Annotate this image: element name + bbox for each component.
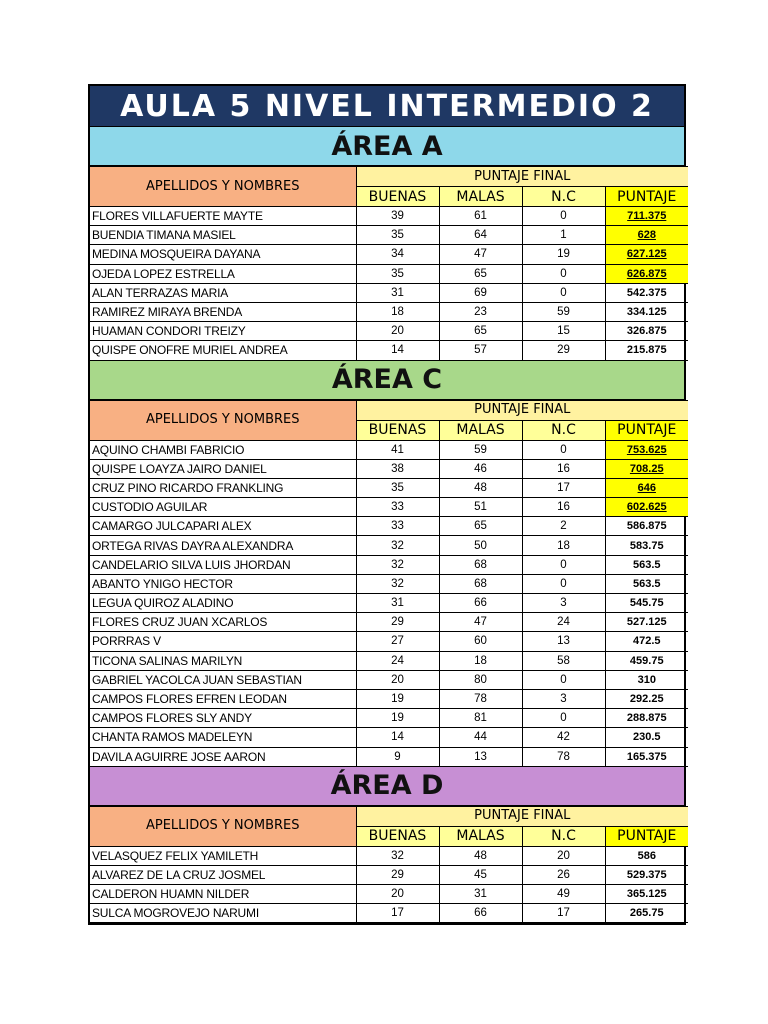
column-group-header: PUNTAJE FINAL <box>356 806 688 826</box>
table-row <box>90 632 688 651</box>
nc-value: 58 <box>522 651 605 670</box>
table-row <box>90 283 688 302</box>
puntaje-value: 326.875 <box>605 322 688 341</box>
buenas-value: 31 <box>356 594 439 613</box>
table-header-row <box>90 400 688 420</box>
column-header-nc: N.C <box>522 826 605 846</box>
nc-value: 49 <box>522 885 605 904</box>
malas-value: 69 <box>439 283 522 302</box>
buenas-value: 32 <box>356 555 439 574</box>
puntaje-value: 292.25 <box>605 689 688 708</box>
puntaje-value: 711.375 <box>605 207 688 226</box>
student-name: CUSTODIO AGUILAR <box>90 498 356 517</box>
column-header-puntaje: PUNTAJE <box>605 420 688 440</box>
scores-table <box>90 400 688 767</box>
column-header-malas: MALAS <box>439 420 522 440</box>
column-header-nc: N.C <box>522 420 605 440</box>
nc-value: 3 <box>522 594 605 613</box>
nc-value: 0 <box>522 264 605 283</box>
nc-value: 0 <box>522 709 605 728</box>
puntaje-value: 334.125 <box>605 302 688 321</box>
buenas-value: 27 <box>356 632 439 651</box>
nc-value: 13 <box>522 632 605 651</box>
malas-value: 65 <box>439 264 522 283</box>
student-name: GABRIEL YACOLCA JUAN SEBASTIAN <box>90 670 356 689</box>
student-name: SULCA MOGROVEJO NARUMI <box>90 904 356 923</box>
puntaje-value: 626.875 <box>605 264 688 283</box>
student-name: HUAMAN CONDORI TREIZY <box>90 322 356 341</box>
student-name: FLORES VILLAFUERTE MAYTE <box>90 207 356 226</box>
column-group-header: PUNTAJE FINAL <box>356 400 688 420</box>
buenas-value: 33 <box>356 498 439 517</box>
nc-value: 0 <box>522 207 605 226</box>
malas-value: 45 <box>439 865 522 884</box>
nc-value: 16 <box>522 498 605 517</box>
table-row <box>90 245 688 264</box>
nc-value: 78 <box>522 747 605 766</box>
student-name: CAMPOS FLORES SLY ANDY <box>90 709 356 728</box>
puntaje-value: 288.875 <box>605 709 688 728</box>
area-heading: ÁREA D <box>90 767 684 806</box>
nc-value: 17 <box>522 478 605 497</box>
malas-value: 65 <box>439 517 522 536</box>
table-row <box>90 459 688 478</box>
buenas-value: 20 <box>356 322 439 341</box>
puntaje-value: 586 <box>605 846 688 865</box>
table-row <box>90 594 688 613</box>
student-name: VELASQUEZ FELIX YAMILETH <box>90 846 356 865</box>
sections-container <box>90 127 684 923</box>
puntaje-value: 529.375 <box>605 865 688 884</box>
buenas-value: 9 <box>356 747 439 766</box>
malas-value: 65 <box>439 322 522 341</box>
puntaje-value: 563.5 <box>605 555 688 574</box>
puntaje-value: 627.125 <box>605 245 688 264</box>
puntaje-value: 583.75 <box>605 536 688 555</box>
buenas-value: 39 <box>356 207 439 226</box>
nc-value: 18 <box>522 536 605 555</box>
student-name: FLORES CRUZ JUAN XCARLOS <box>90 613 356 632</box>
table-row <box>90 846 688 865</box>
malas-value: 47 <box>439 245 522 264</box>
table-row <box>90 747 688 766</box>
puntaje-value: 230.5 <box>605 728 688 747</box>
nc-value: 24 <box>522 613 605 632</box>
table-row <box>90 728 688 747</box>
area-heading: ÁREA C <box>90 361 684 400</box>
malas-value: 31 <box>439 885 522 904</box>
malas-value: 80 <box>439 670 522 689</box>
malas-value: 48 <box>439 478 522 497</box>
puntaje-value: 545.75 <box>605 594 688 613</box>
student-name: BUENDIA TIMANA MASIEL <box>90 226 356 245</box>
column-header-puntaje: PUNTAJE <box>605 826 688 846</box>
table-row <box>90 498 688 517</box>
column-header-puntaje: PUNTAJE <box>605 187 688 207</box>
student-name: MEDINA MOSQUEIRA DAYANA <box>90 245 356 264</box>
student-name: QUISPE LOAYZA JAIRO DANIEL <box>90 459 356 478</box>
student-name: QUISPE ONOFRE MURIEL ANDREA <box>90 341 356 360</box>
buenas-value: 20 <box>356 670 439 689</box>
table-header-row <box>90 167 688 187</box>
table-header-row <box>90 806 688 826</box>
table-row <box>90 341 688 360</box>
column-header-buenas: BUENAS <box>356 826 439 846</box>
puntaje-value: 215.875 <box>605 341 688 360</box>
nc-value: 17 <box>522 904 605 923</box>
page-title: AULA 5 NIVEL INTERMEDIO 2 <box>90 86 684 127</box>
table-row <box>90 555 688 574</box>
malas-value: 57 <box>439 341 522 360</box>
table-row <box>90 302 688 321</box>
column-header-name: APELLIDOS Y NOMBRES <box>90 806 356 846</box>
student-name: CANDELARIO SILVA LUIS JHORDAN <box>90 555 356 574</box>
malas-value: 13 <box>439 747 522 766</box>
puntaje-value: 708.25 <box>605 459 688 478</box>
table-row <box>90 709 688 728</box>
buenas-value: 29 <box>356 613 439 632</box>
table-row <box>90 226 688 245</box>
column-header-name: APELLIDOS Y NOMBRES <box>90 400 356 440</box>
malas-value: 68 <box>439 555 522 574</box>
malas-value: 68 <box>439 574 522 593</box>
nc-value: 0 <box>522 670 605 689</box>
student-name: LEGUA QUIROZ ALADINO <box>90 594 356 613</box>
buenas-value: 17 <box>356 904 439 923</box>
column-header-malas: MALAS <box>439 187 522 207</box>
malas-value: 47 <box>439 613 522 632</box>
malas-value: 78 <box>439 689 522 708</box>
student-name: CAMARGO JULCAPARI ALEX <box>90 517 356 536</box>
malas-value: 66 <box>439 594 522 613</box>
puntaje-value: 542.375 <box>605 283 688 302</box>
malas-value: 44 <box>439 728 522 747</box>
nc-value: 16 <box>522 459 605 478</box>
nc-value: 2 <box>522 517 605 536</box>
buenas-value: 19 <box>356 709 439 728</box>
table-row <box>90 322 688 341</box>
malas-value: 46 <box>439 459 522 478</box>
table-row <box>90 885 688 904</box>
student-name: RAMIREZ MIRAYA BRENDA <box>90 302 356 321</box>
column-header-name: APELLIDOS Y NOMBRES <box>90 167 356 207</box>
nc-value: 0 <box>522 555 605 574</box>
puntaje-value: 459.75 <box>605 651 688 670</box>
malas-value: 64 <box>439 226 522 245</box>
buenas-value: 20 <box>356 885 439 904</box>
nc-value: 3 <box>522 689 605 708</box>
student-name: TICONA SALINAS MARILYN <box>90 651 356 670</box>
student-name: AQUINO CHAMBI FABRICIO <box>90 440 356 459</box>
nc-value: 26 <box>522 865 605 884</box>
nc-value: 0 <box>522 574 605 593</box>
buenas-value: 24 <box>356 651 439 670</box>
puntaje-value: 527.125 <box>605 613 688 632</box>
scores-table <box>90 166 688 361</box>
student-name: ABANTO YNIGO HECTOR <box>90 574 356 593</box>
student-name: ALAN TERRAZAS MARIA <box>90 283 356 302</box>
student-name: ALVAREZ DE LA CRUZ JOSMEL <box>90 865 356 884</box>
table-row <box>90 517 688 536</box>
nc-value: 15 <box>522 322 605 341</box>
student-name: CHANTA RAMOS MADELEYN <box>90 728 356 747</box>
puntaje-value: 753.625 <box>605 440 688 459</box>
nc-value: 0 <box>522 283 605 302</box>
malas-value: 61 <box>439 207 522 226</box>
puntaje-value: 265.75 <box>605 904 688 923</box>
student-name: DAVILA AGUIRRE JOSE AARON <box>90 747 356 766</box>
student-name: CAMPOS FLORES EFREN LEODAN <box>90 689 356 708</box>
column-header-buenas: BUENAS <box>356 420 439 440</box>
nc-value: 19 <box>522 245 605 264</box>
buenas-value: 41 <box>356 440 439 459</box>
scores-table <box>90 806 688 924</box>
buenas-value: 31 <box>356 283 439 302</box>
results-sheet <box>88 84 686 925</box>
malas-value: 60 <box>439 632 522 651</box>
malas-value: 18 <box>439 651 522 670</box>
buenas-value: 34 <box>356 245 439 264</box>
column-group-header: PUNTAJE FINAL <box>356 167 688 187</box>
malas-value: 48 <box>439 846 522 865</box>
buenas-value: 14 <box>356 728 439 747</box>
column-header-buenas: BUENAS <box>356 187 439 207</box>
puntaje-value: 563.5 <box>605 574 688 593</box>
buenas-value: 35 <box>356 478 439 497</box>
puntaje-value: 586.875 <box>605 517 688 536</box>
puntaje-value: 602.625 <box>605 498 688 517</box>
student-name: PORRRAS V <box>90 632 356 651</box>
nc-value: 20 <box>522 846 605 865</box>
nc-value: 0 <box>522 440 605 459</box>
table-row <box>90 478 688 497</box>
student-name: ORTEGA RIVAS DAYRA ALEXANDRA <box>90 536 356 555</box>
puntaje-value: 628 <box>605 226 688 245</box>
nc-value: 59 <box>522 302 605 321</box>
puntaje-value: 365.125 <box>605 885 688 904</box>
table-row <box>90 440 688 459</box>
table-row <box>90 207 688 226</box>
table-row <box>90 574 688 593</box>
buenas-value: 33 <box>356 517 439 536</box>
puntaje-value: 472.5 <box>605 632 688 651</box>
nc-value: 29 <box>522 341 605 360</box>
buenas-value: 18 <box>356 302 439 321</box>
table-row <box>90 651 688 670</box>
malas-value: 59 <box>439 440 522 459</box>
nc-value: 1 <box>522 226 605 245</box>
student-name: OJEDA LOPEZ ESTRELLA <box>90 264 356 283</box>
malas-value: 50 <box>439 536 522 555</box>
table-row <box>90 264 688 283</box>
column-header-nc: N.C <box>522 187 605 207</box>
malas-value: 23 <box>439 302 522 321</box>
buenas-value: 32 <box>356 846 439 865</box>
puntaje-value: 310 <box>605 670 688 689</box>
area-heading: ÁREA A <box>90 127 684 166</box>
buenas-value: 35 <box>356 226 439 245</box>
student-name: CRUZ PINO RICARDO FRANKLING <box>90 478 356 497</box>
buenas-value: 32 <box>356 574 439 593</box>
malas-value: 51 <box>439 498 522 517</box>
malas-value: 66 <box>439 904 522 923</box>
table-row <box>90 613 688 632</box>
nc-value: 42 <box>522 728 605 747</box>
malas-value: 81 <box>439 709 522 728</box>
table-row <box>90 865 688 884</box>
buenas-value: 19 <box>356 689 439 708</box>
puntaje-value: 646 <box>605 478 688 497</box>
buenas-value: 14 <box>356 341 439 360</box>
table-row <box>90 904 688 923</box>
puntaje-value: 165.375 <box>605 747 688 766</box>
table-row <box>90 536 688 555</box>
buenas-value: 38 <box>356 459 439 478</box>
table-row <box>90 670 688 689</box>
student-name: CALDERON HUAMN NILDER <box>90 885 356 904</box>
buenas-value: 32 <box>356 536 439 555</box>
buenas-value: 35 <box>356 264 439 283</box>
table-row <box>90 689 688 708</box>
buenas-value: 29 <box>356 865 439 884</box>
column-header-malas: MALAS <box>439 826 522 846</box>
